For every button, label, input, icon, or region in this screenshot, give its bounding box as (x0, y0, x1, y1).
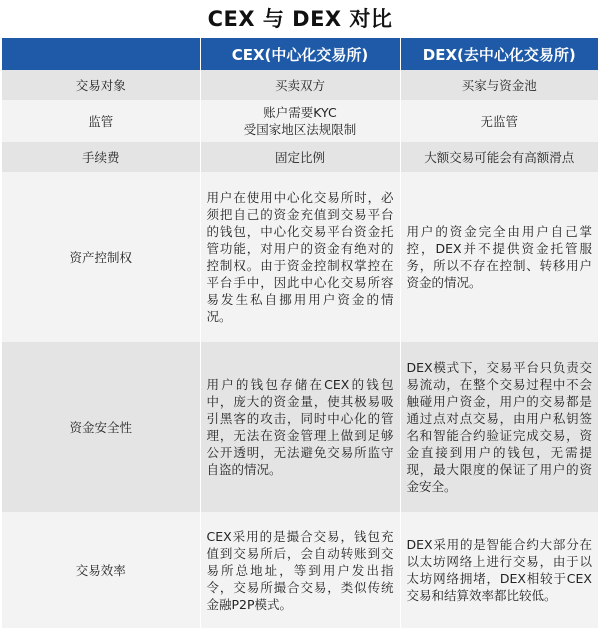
table-row (2, 342, 598, 512)
header-cex: CEX(中心化交易所) (200, 38, 400, 70)
row-label-trade-party: 交易对象 (2, 70, 200, 100)
table-row (2, 172, 598, 342)
cell-text: 固定比例 (274, 149, 325, 165)
header-dex: DEX(去中心化交易所) (400, 38, 598, 70)
cex-trade-party (200, 70, 400, 100)
cex-fees (200, 142, 400, 172)
cell-text: 受国家地区法规限制 (243, 122, 357, 137)
dex-trade-party (400, 70, 598, 100)
table-row (2, 100, 598, 142)
dex-regulation (400, 100, 598, 142)
header-blank-cell (2, 38, 200, 70)
comparison-table (2, 38, 598, 628)
table-row (2, 142, 598, 172)
cell-text: 大额交易可能会有高额滑点 (424, 149, 575, 165)
dex-asset-control: 用户的资金完全由用户自己掌控，DEX并不提供资金托管服务，所以不存在控制、转移用户资金的情况。 (400, 172, 598, 342)
dex-fees (400, 142, 598, 172)
cell-text: 无监管 (480, 113, 518, 129)
cell-text: 买卖双方 (274, 77, 325, 93)
page-title: CEX 与 DEX 对比 (207, 7, 393, 31)
cex-asset-control: 用户在使用中心化交易所时，必须把自己的资金充值到交易平台的钱包，中心化交易平台资金托管功能，对用户的资金有绝对的控制权。由于资金控制权掌控在平台手中，因此中心化交易所容易发生私自挪用用户资金的情况。 (200, 172, 400, 342)
row-label-trade-efficiency: 交易效率 (2, 512, 200, 628)
cex-fund-security: 用户的钱包存储在CEX的钱包中，庞大的资金量，使其极易吸引黑客的攻击，同时中心化的管理，无法在资金管理上做到足够公开透明，无法避免交易所监守自盗的情况。 (200, 342, 400, 512)
cex-regulation (200, 100, 400, 142)
cell-text: 买家与资金池 (461, 77, 537, 93)
row-label-fund-security: 资金安全性 (2, 342, 200, 512)
table-row (2, 512, 598, 628)
cell-text: 账户需要KYC (263, 105, 337, 120)
row-label-asset-control: 资产控制权 (2, 172, 200, 342)
cex-trade-efficiency: CEX采用的是撮合交易，钱包充值到交易所后，会自动转账到交易所总地址，等到用户发出指令，交易所撮合交易，类似传统金融P2P模式。 (200, 512, 400, 628)
table-header-row (2, 38, 598, 70)
dex-fund-security: DEX模式下，交易平台只负责交易流动，在整个交易过程中不会触碰用户资金，用户的交易都是通过点对点交易，由用户私钥签名和智能合约验证完成交易，资金直接到用户的钱包，无需提现，最大限度的保证了用户的资金安全。 (400, 342, 598, 512)
table-row (2, 70, 598, 100)
row-label-regulation: 监管 (2, 100, 200, 142)
row-label-fees: 手续费 (2, 142, 200, 172)
dex-trade-efficiency: DEX采用的是智能合约大部分在以太坊网络上进行交易，由于以太坊网络拥堵，DEX相较于CEX交易和结算效率都比较低。 (400, 512, 598, 628)
